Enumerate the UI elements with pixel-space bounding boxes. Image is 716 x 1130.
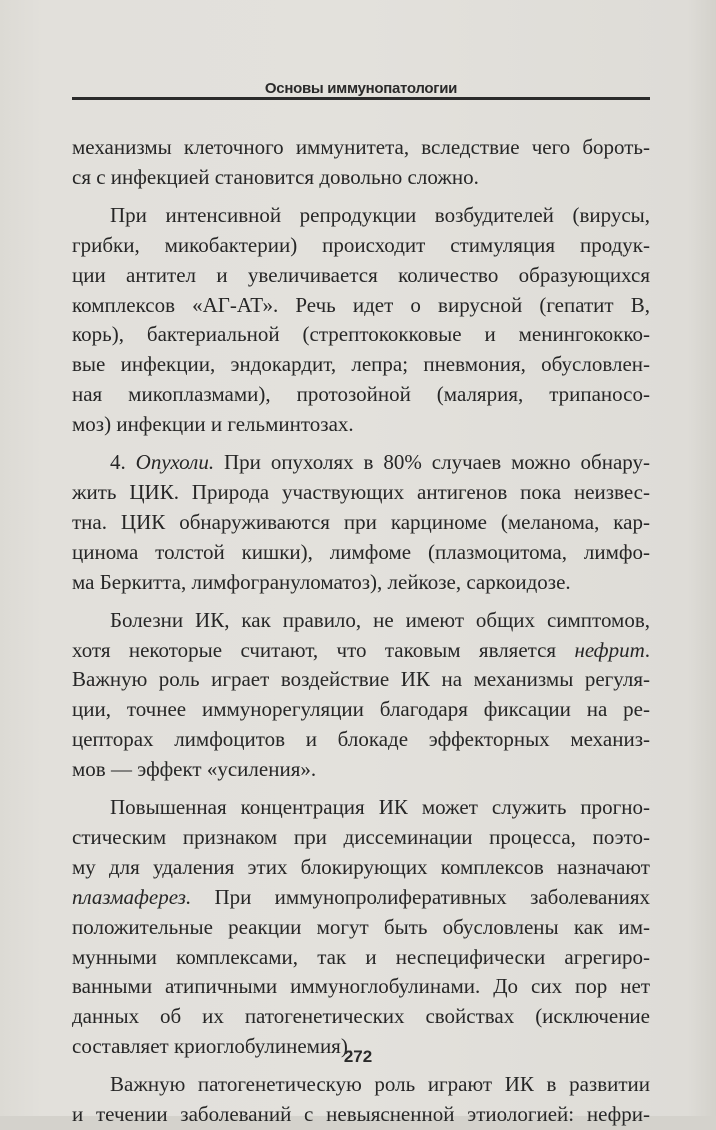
text-line: вые инфекции, эндокардит, лепра; пневмония, обусловлен- xyxy=(72,352,650,377)
text-line: механизмы клеточного иммунитета, вследствие чего бороть- xyxy=(72,135,650,159)
text-line: 4. Опухоли. При опухолях в 80% случаев можно обнару- xyxy=(110,450,650,475)
text-line: мунными комплексами, так и неспецифически агрегиро- xyxy=(72,944,650,969)
page-number: 272 xyxy=(343,1047,373,1066)
running-title: Основы иммунопатологии xyxy=(264,80,458,97)
text-line: цинома толстой кишки), лимфоме (плазмоцитома, лимфо- xyxy=(72,539,650,564)
text-line: и течении заболеваний с невыясненной этиологией: нефри- xyxy=(72,1102,650,1127)
text-line: хотя некоторые считают, что таковым является нефрит. xyxy=(72,637,650,662)
paragraph xyxy=(72,793,650,1062)
text-line: данных об их патогенетических свойствах (исключение xyxy=(72,1004,650,1029)
text-line: Важную роль играет воздействие ИК на механизмы регуля- xyxy=(72,667,650,692)
text-line: тна. ЦИК обнаруживаются при карциноме (меланома, кар- xyxy=(72,509,650,534)
text-line: моз) инфекции и гельминтозах. xyxy=(72,412,354,437)
text-line: ная микоплазмами), протозойной (малярия, трипаносо- xyxy=(72,382,650,407)
text-line: грибки, микобактерии) происходит стимуляция продук- xyxy=(72,232,650,257)
text-line: му для удаления этих блокирующих комплексов назначают xyxy=(72,854,650,879)
text-line: комплексов «АГ-АТ». Речь идет о вирусной (гепатит В, xyxy=(72,292,650,317)
text-line: Болезни ИК, как правило, не имеют общих симптомов, xyxy=(110,607,650,632)
text-line: ции антител и увеличивается количество образующихся xyxy=(72,262,650,287)
paragraph xyxy=(72,201,650,440)
text-line: Повышенная концентрация ИК может служить прогно- xyxy=(110,795,650,820)
text-line: стическим признаком при диссеминации процесса, поэто- xyxy=(72,824,650,849)
paragraph xyxy=(72,133,650,193)
text-line: корь), бактериальной (стрептококковые и менингококко- xyxy=(72,322,650,347)
text-line: составляет криоглобулинемия). xyxy=(72,1034,354,1059)
text-line: ции, точнее иммунорегуляции благодаря фиксации на ре- xyxy=(72,697,650,722)
body-text xyxy=(72,133,650,1130)
text-line: цепторах лимфоцитов и блокаде эффекторных механиз- xyxy=(72,727,650,752)
text-line: положительные реакции могут быть обусловлены как им- xyxy=(72,914,650,939)
text-line: ся с инфекцией становится довольно сложно. xyxy=(72,164,479,189)
text-line: жить ЦИК. Природа участвующих антигенов пока неизвес- xyxy=(72,479,650,504)
text-line: ванными атипичными иммуноглобулинами. До сих пор нет xyxy=(72,974,650,999)
paragraph xyxy=(72,606,650,785)
paragraph xyxy=(72,1070,650,1130)
text-line: ма Беркитта, лимфогрануломатоз), лейкозе, саркоидозе. xyxy=(72,569,571,594)
text-line: мов — эффект «усиления». xyxy=(72,757,317,782)
text-line: плазмаферез. При иммунопролиферативных заболеваниях xyxy=(72,884,650,909)
header-rule xyxy=(72,97,650,100)
text-line: Важную патогенетическую роль играют ИК в развитии xyxy=(110,1072,650,1097)
text-line: При интенсивной репродукции возбудителей (вирусы, xyxy=(110,202,650,227)
paragraph xyxy=(72,448,650,598)
